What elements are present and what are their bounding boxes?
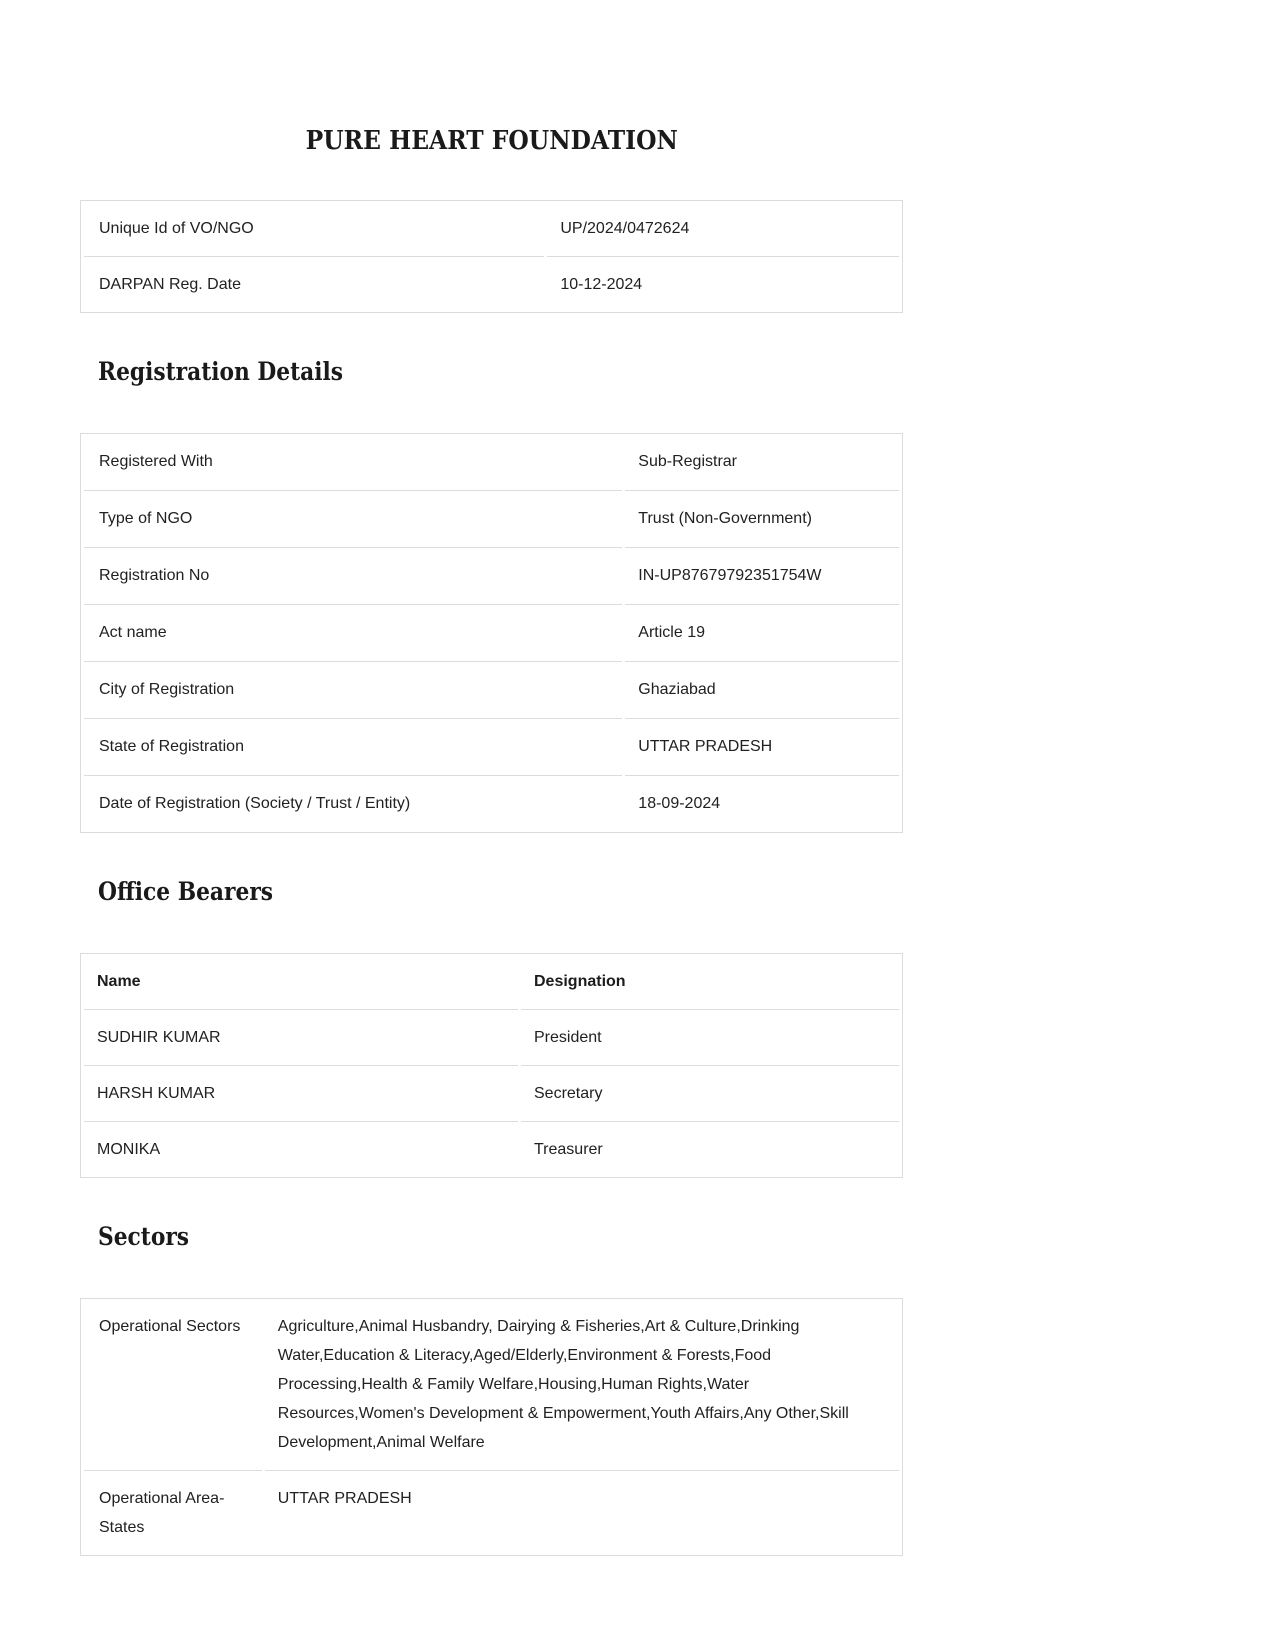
bearer-name: HARSH KUMAR	[84, 1065, 518, 1121]
table-row	[84, 256, 899, 312]
table-row	[84, 1121, 899, 1177]
field-label: Type of NGO	[84, 490, 622, 547]
field-label: State of Registration	[84, 718, 622, 775]
field-label: City of Registration	[84, 661, 622, 718]
sectors-table	[80, 1298, 903, 1556]
bearer-designation: Treasurer	[521, 1121, 899, 1177]
table-row	[84, 775, 899, 832]
table-row	[84, 604, 899, 661]
registration-details-table	[80, 433, 903, 833]
table-row	[84, 490, 899, 547]
field-label: Act name	[84, 604, 622, 661]
field-label: Operational Sectors	[99, 1318, 241, 1335]
table-row	[84, 718, 899, 775]
table-row	[84, 661, 899, 718]
table-row	[84, 1470, 899, 1555]
section-heading-text: Sectors	[98, 1222, 190, 1251]
document-page	[80, 0, 903, 1556]
table-row	[84, 547, 899, 604]
page-title-text: PURE HEART FOUNDATION	[305, 126, 678, 156]
field-value: Ghaziabad	[625, 661, 899, 718]
bearer-name: MONIKA	[84, 1121, 518, 1177]
field-value: UTTAR PRADESH	[265, 1470, 899, 1555]
field-label: DARPAN Reg. Date	[84, 256, 544, 312]
table-row	[84, 434, 899, 490]
section-heading-text: Registration Details	[98, 357, 344, 386]
section-heading-sectors	[80, 1220, 903, 1254]
table-row	[84, 201, 899, 256]
field-value: UTTAR PRADESH	[625, 718, 899, 775]
page-title	[80, 0, 903, 158]
column-header-name: Name	[97, 972, 141, 990]
section-heading-text: Office Bearers	[98, 877, 274, 906]
field-label: Operational Area-States	[84, 1470, 262, 1555]
field-value: Trust (Non-Government)	[625, 490, 899, 547]
bearer-designation: President	[521, 1009, 899, 1065]
section-heading-registration-details	[80, 355, 903, 389]
field-value: Agriculture,Animal Husbandry, Dairying & Fisheries,Art & Culture,Drinking Water,Education & Literacy,Aged/Elderly,Environment & Forests,Food Processing,Health & Family Welfare,Housing,Human Rights,Water Resources,Women's Development & Empowerment,Youth Affairs,Any Other,Skill Development,Animal Welfare	[277, 1318, 849, 1451]
bearer-designation: Secretary	[521, 1065, 899, 1121]
field-label: Registered With	[99, 453, 213, 470]
field-label: Date of Registration (Society / Trust / Entity)	[84, 775, 622, 832]
field-value: Sub-Registrar	[638, 453, 737, 470]
field-label: Registration No	[84, 547, 622, 604]
table-header-row	[84, 954, 899, 1009]
bearer-name: SUDHIR KUMAR	[84, 1009, 518, 1065]
field-value: IN-UP87679792351754W	[625, 547, 899, 604]
section-heading-office-bearers	[80, 875, 903, 909]
summary-table	[80, 200, 903, 313]
field-value: UP/2024/0472624	[560, 219, 690, 237]
field-value: 18-09-2024	[625, 775, 899, 832]
field-label: Unique Id of VO/NGO	[99, 219, 254, 237]
office-bearers-table	[80, 953, 903, 1178]
column-header-designation: Designation	[534, 972, 626, 990]
field-value: 10-12-2024	[547, 256, 899, 312]
field-value: Article 19	[625, 604, 899, 661]
table-row	[84, 1065, 899, 1121]
table-row	[84, 1009, 899, 1065]
table-row	[84, 1299, 899, 1470]
